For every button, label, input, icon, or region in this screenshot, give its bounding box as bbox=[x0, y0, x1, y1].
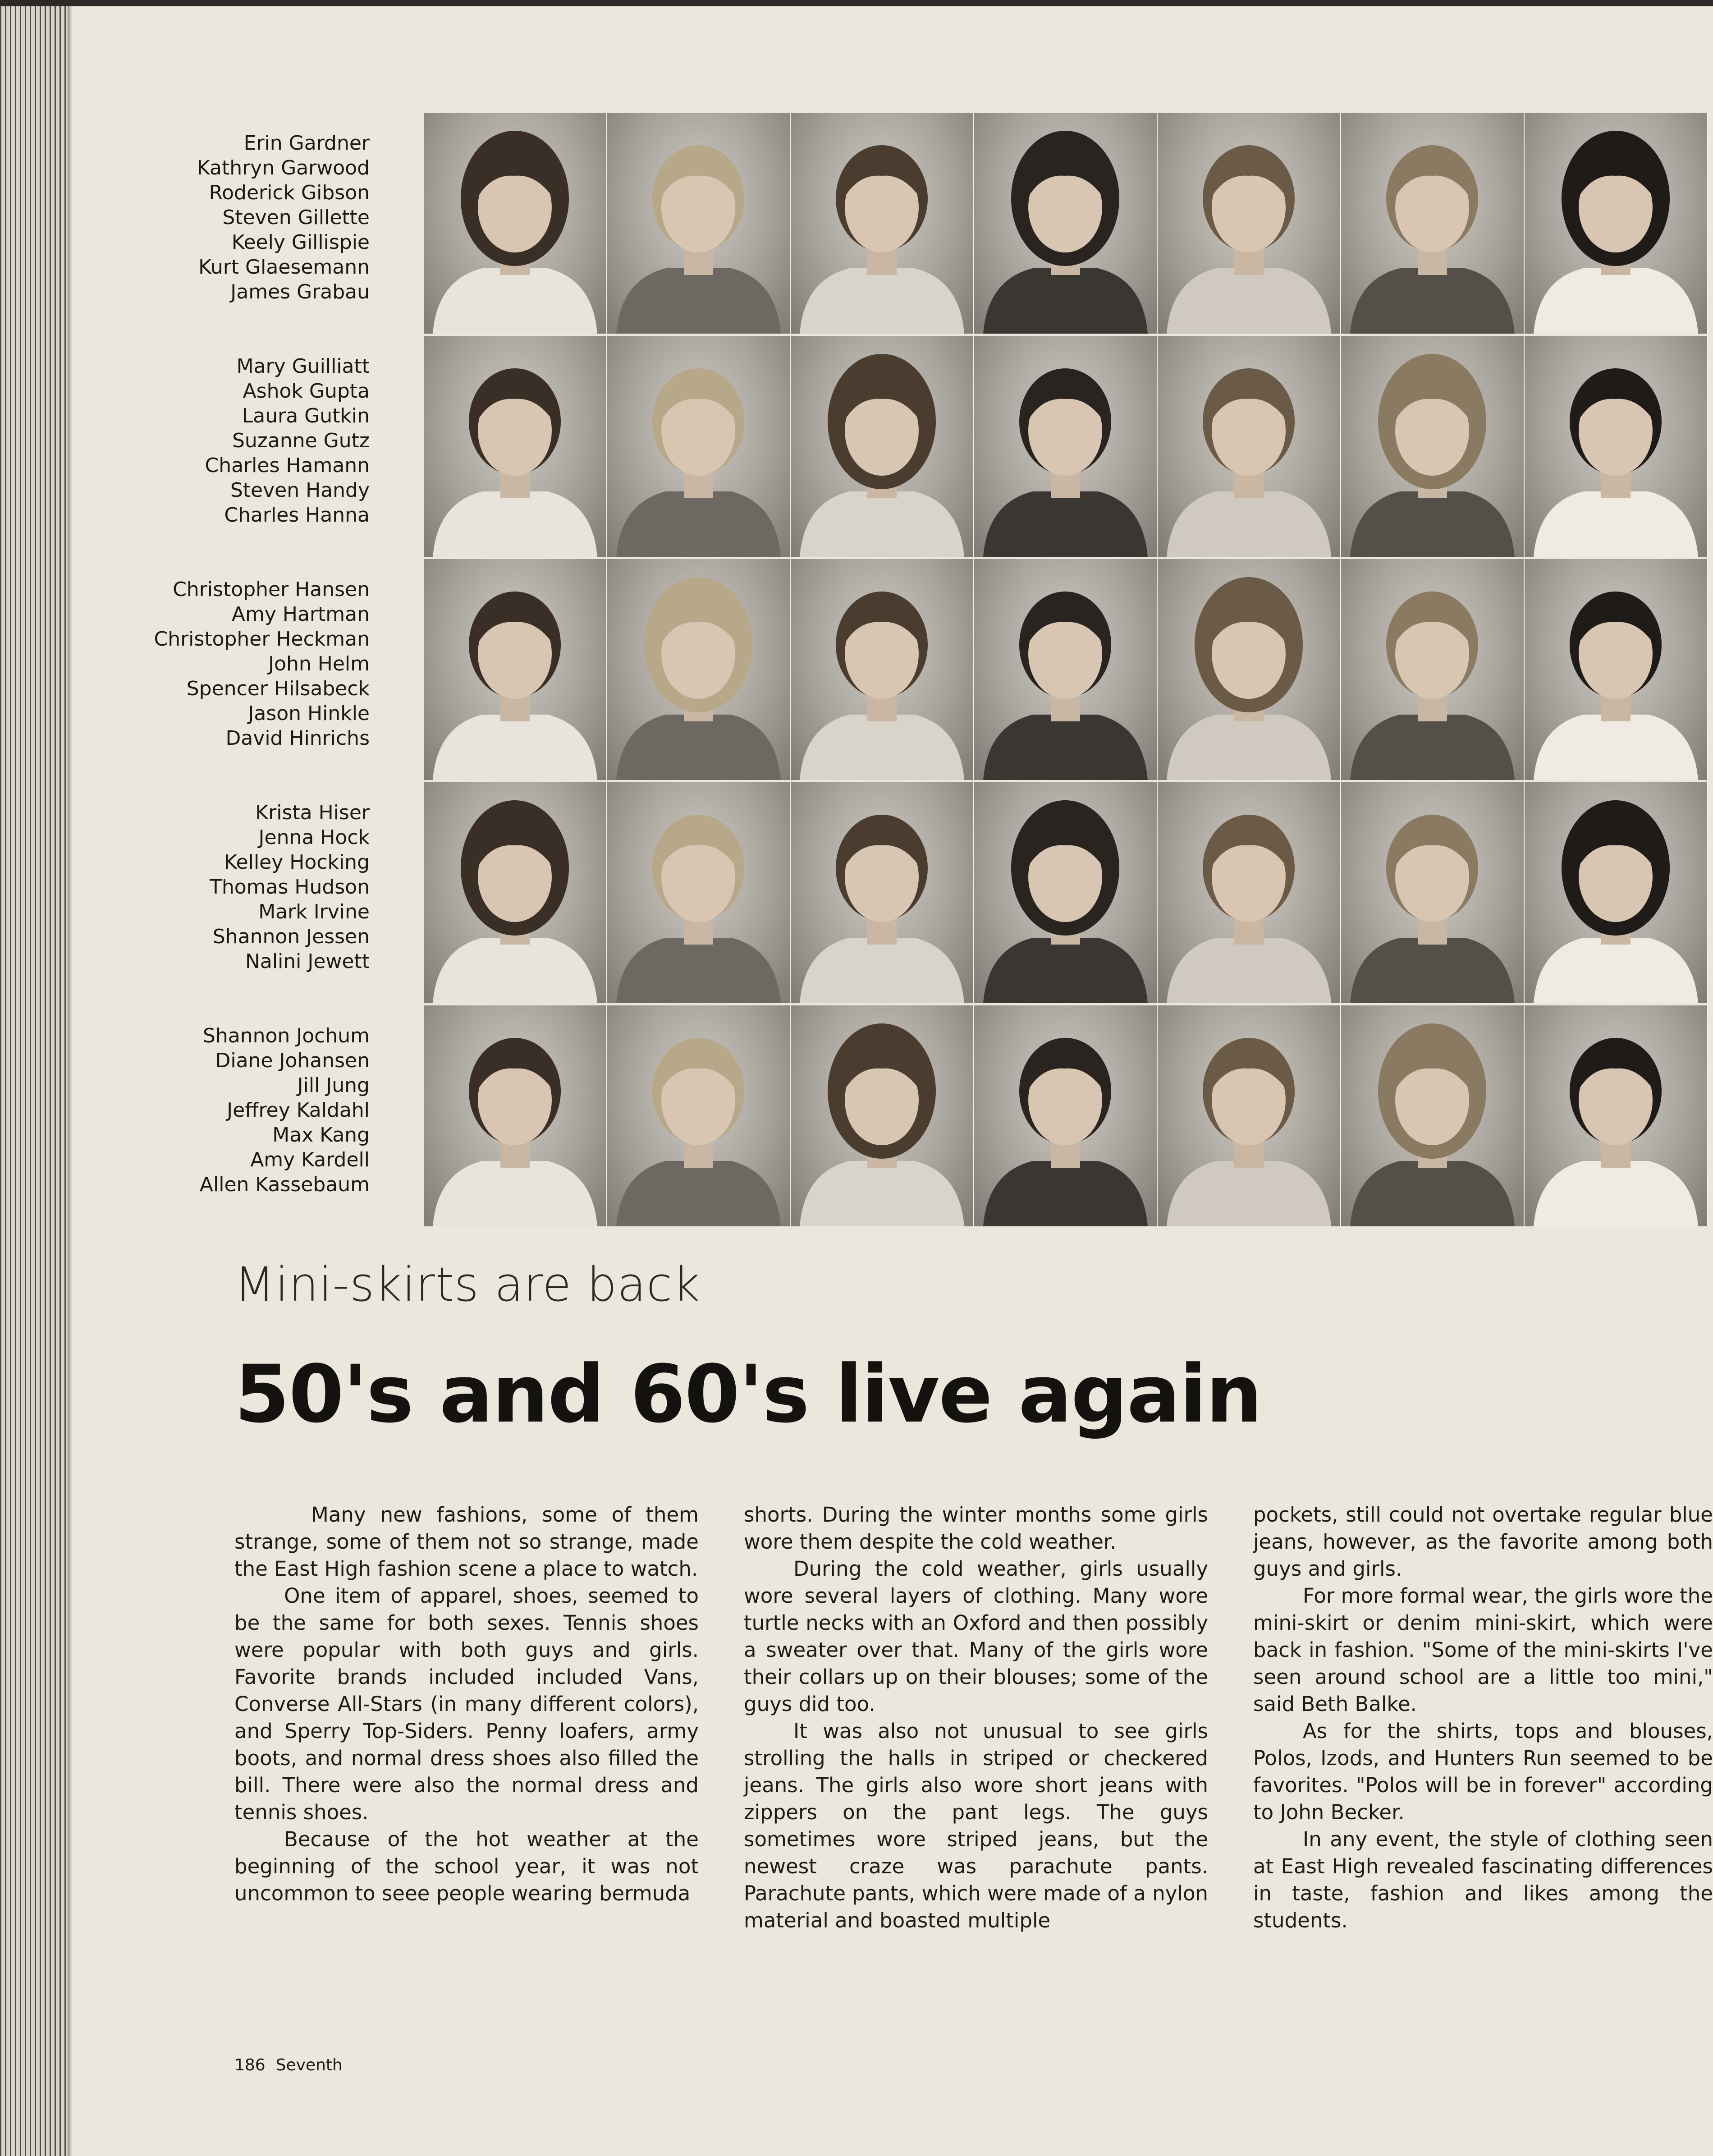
student-portrait bbox=[974, 1005, 1157, 1226]
portrait-silhouette bbox=[424, 559, 606, 780]
student-name: David Hinrichs bbox=[225, 727, 370, 750]
student-name: Kathryn Garwood bbox=[197, 156, 370, 179]
student-name: Jenna Hock bbox=[258, 826, 370, 849]
student-portrait bbox=[1158, 336, 1340, 557]
portrait-silhouette bbox=[974, 782, 1157, 1003]
student-portrait bbox=[791, 782, 973, 1003]
portrait-silhouette bbox=[424, 113, 606, 334]
student-name: Charles Hanna bbox=[224, 504, 370, 527]
portrait-silhouette bbox=[1525, 559, 1707, 780]
student-name: Suzanne Gutz bbox=[232, 429, 370, 452]
student-portrait bbox=[1525, 336, 1707, 557]
portrait-silhouette bbox=[1525, 782, 1707, 1003]
student-portrait bbox=[424, 559, 606, 780]
student-portrait bbox=[974, 559, 1157, 780]
portrait-silhouette bbox=[607, 336, 790, 557]
article-paragraph: It was also not unusual to see girls strolling the halls in striped or checkered jeans. The girls also wore short jeans with zippers on the pant legs. The guys sometimes wore striped jeans, but the newest craze was parachute pants. Parachute pants, which were made of a nylon material and boasted multiple bbox=[744, 1719, 1208, 1932]
student-portrait bbox=[1341, 1005, 1524, 1226]
name-list bbox=[117, 354, 370, 528]
article-paragraph: In any event, the style of clothing seen at East High revealed fascinating differences in taste, fashion and likes among the students. bbox=[1253, 1827, 1713, 1932]
portrait-row-4 bbox=[0, 782, 1713, 1003]
photo-strip bbox=[424, 559, 1708, 780]
student-name: Krista Hiser bbox=[255, 801, 370, 824]
student-name: Thomas Hudson bbox=[209, 876, 370, 899]
student-portrait bbox=[791, 336, 973, 557]
article-column-1 bbox=[234, 1501, 699, 1907]
photo-strip bbox=[424, 782, 1708, 1003]
name-list bbox=[117, 1023, 370, 1197]
portrait-silhouette bbox=[1525, 113, 1707, 334]
portrait-silhouette bbox=[1158, 782, 1340, 1003]
student-portrait bbox=[1525, 113, 1707, 334]
portrait-silhouette bbox=[974, 113, 1157, 334]
photo-strip bbox=[424, 336, 1708, 557]
student-name: Laura Gutkin bbox=[242, 404, 370, 427]
student-name: Kurt Glaesemann bbox=[198, 256, 370, 279]
student-name: John Helm bbox=[268, 652, 370, 675]
student-portrait bbox=[424, 336, 606, 557]
student-portrait bbox=[791, 559, 973, 780]
portrait-silhouette bbox=[1158, 1005, 1340, 1226]
article-paragraph: shorts. During the winter months some girls wore them despite the cold weather. bbox=[744, 1503, 1208, 1554]
article-kicker: Mini-skirts are back bbox=[234, 1257, 701, 1312]
student-portrait bbox=[424, 113, 606, 334]
portrait-row-1 bbox=[0, 113, 1713, 334]
photo-strip bbox=[424, 1005, 1708, 1226]
student-portrait bbox=[1341, 782, 1524, 1003]
student-portrait bbox=[607, 1005, 790, 1226]
student-name: Mary Guilliatt bbox=[236, 355, 370, 378]
portrait-silhouette bbox=[974, 1005, 1157, 1226]
student-name: Spencer Hilsabeck bbox=[186, 677, 370, 700]
page-number: 186 bbox=[234, 2056, 266, 2074]
name-list bbox=[117, 800, 370, 974]
student-portrait bbox=[974, 782, 1157, 1003]
student-name: Steven Gillette bbox=[222, 206, 370, 229]
student-portrait bbox=[607, 782, 790, 1003]
student-name: Christopher Hansen bbox=[173, 578, 370, 601]
student-name: Shannon Jessen bbox=[212, 925, 370, 948]
student-portrait bbox=[1341, 336, 1524, 557]
student-portrait bbox=[1341, 113, 1524, 334]
portrait-silhouette bbox=[424, 1005, 606, 1226]
portrait-silhouette bbox=[1525, 336, 1707, 557]
portrait-row-3 bbox=[0, 559, 1713, 780]
portrait-silhouette bbox=[1341, 113, 1524, 334]
portrait-silhouette bbox=[1158, 113, 1340, 334]
top-binding-rule bbox=[0, 0, 1713, 6]
portrait-silhouette bbox=[791, 113, 973, 334]
article-headline: 50's and 60's live again bbox=[234, 1348, 1262, 1440]
portrait-row-2 bbox=[0, 336, 1713, 557]
student-name: Charles Hamann bbox=[205, 454, 370, 477]
portrait-silhouette bbox=[1341, 782, 1524, 1003]
student-portrait bbox=[791, 1005, 973, 1226]
student-name: Roderick Gibson bbox=[209, 181, 370, 204]
student-name: Allen Kassebaum bbox=[199, 1173, 370, 1196]
portrait-silhouette bbox=[791, 782, 973, 1003]
article-column-3 bbox=[1253, 1501, 1713, 1934]
portrait-silhouette bbox=[791, 336, 973, 557]
student-portrait bbox=[974, 113, 1157, 334]
student-portrait bbox=[974, 336, 1157, 557]
student-portrait bbox=[424, 782, 606, 1003]
portrait-silhouette bbox=[607, 113, 790, 334]
portrait-silhouette bbox=[974, 336, 1157, 557]
student-name: Steven Handy bbox=[230, 479, 370, 502]
student-portrait bbox=[607, 559, 790, 780]
article-paragraph: Because of the hot weather at the beginning of the school year, it was not uncommon to seee people wearing bermuda bbox=[234, 1827, 699, 1905]
portrait-silhouette bbox=[607, 782, 790, 1003]
student-portrait bbox=[1158, 782, 1340, 1003]
portrait-silhouette bbox=[974, 559, 1157, 780]
student-portrait bbox=[1158, 1005, 1340, 1226]
photo-strip bbox=[424, 113, 1708, 334]
student-portrait bbox=[1158, 559, 1340, 780]
page-folio bbox=[234, 2056, 343, 2074]
article-paragraph: pockets, still could not overtake regular blue jeans, however, as the favorite among both guys and girls. bbox=[1253, 1503, 1713, 1581]
name-list bbox=[117, 131, 370, 304]
student-name: Amy Hartman bbox=[231, 603, 370, 626]
student-name: Jill Jung bbox=[297, 1074, 370, 1097]
student-portrait bbox=[1158, 113, 1340, 334]
portrait-silhouette bbox=[791, 559, 973, 780]
article-paragraph: Many new fashions, some of them strange, some of them not so strange, made the East High fashion scene a place to watch. bbox=[234, 1503, 699, 1581]
portrait-silhouette bbox=[1341, 1005, 1524, 1226]
article-paragraph: For more formal wear, the girls wore the mini-skirt or denim mini-skirt, which were back in fashion. "Some of the mini-skirts I've seen around school are a little too mini," said Beth Balke. bbox=[1253, 1584, 1713, 1716]
student-name: Mark Irvine bbox=[258, 900, 370, 923]
section-label: Seventh bbox=[275, 2056, 343, 2074]
article-column-2 bbox=[744, 1501, 1208, 1934]
student-name: Nalini Jewett bbox=[245, 950, 370, 973]
student-name: Keely Gillispie bbox=[231, 231, 370, 254]
portrait-silhouette bbox=[1525, 1005, 1707, 1226]
portrait-silhouette bbox=[1341, 559, 1524, 780]
student-name: Ashok Gupta bbox=[243, 380, 370, 403]
student-name: James Grabau bbox=[230, 280, 370, 303]
student-portrait bbox=[791, 113, 973, 334]
student-name: Kelley Hocking bbox=[224, 851, 370, 874]
student-name: Diane Johansen bbox=[215, 1049, 370, 1072]
portrait-silhouette bbox=[1158, 336, 1340, 557]
portrait-silhouette bbox=[607, 1005, 790, 1226]
portrait-silhouette bbox=[424, 782, 606, 1003]
student-portrait bbox=[424, 1005, 606, 1226]
name-list bbox=[117, 577, 370, 751]
portrait-silhouette bbox=[1341, 336, 1524, 557]
student-name: Shannon Jochum bbox=[202, 1024, 370, 1047]
student-portrait bbox=[607, 113, 790, 334]
student-portrait bbox=[1525, 559, 1707, 780]
portrait-silhouette bbox=[424, 336, 606, 557]
student-name: Jason Hinkle bbox=[248, 702, 370, 725]
portrait-silhouette bbox=[607, 559, 790, 780]
article-paragraph: During the cold weather, girls usually wore several layers of clothing. Many wore turtle necks with an Oxford and then possibly a sweater over that. Many of the girls wore their collars up on their blouses; some of the guys did too. bbox=[744, 1557, 1208, 1716]
student-name: Jeffrey Kaldahl bbox=[227, 1099, 370, 1122]
student-name: Max Kang bbox=[272, 1124, 370, 1147]
student-portrait bbox=[1341, 559, 1524, 780]
portrait-silhouette bbox=[1158, 559, 1340, 780]
student-name: Erin Gardner bbox=[243, 132, 370, 155]
student-portrait bbox=[1525, 1005, 1707, 1226]
student-name: Amy Kardell bbox=[250, 1148, 370, 1171]
portrait-silhouette bbox=[791, 1005, 973, 1226]
article-paragraph: As for the shirts, tops and blouses, Polos, Izods, and Hunters Run seemed to be favorites. "Polos will be in forever" according to John Becker. bbox=[1253, 1719, 1713, 1824]
portrait-row-5 bbox=[0, 1005, 1713, 1226]
student-portrait bbox=[607, 336, 790, 557]
student-portrait bbox=[1525, 782, 1707, 1003]
article-paragraph: One item of apparel, shoes, seemed to be the same for both sexes. Tennis shoes were popular with both guys and girls. Favorite brands included included Vans, Converse All-Stars (in many different colors), and Sperry Top-Siders. Penny loafers, army boots, and normal dress shoes also filled the bill. There were also the normal dress and tennis shoes. bbox=[234, 1584, 699, 1824]
student-name: Christopher Heckman bbox=[154, 628, 370, 651]
